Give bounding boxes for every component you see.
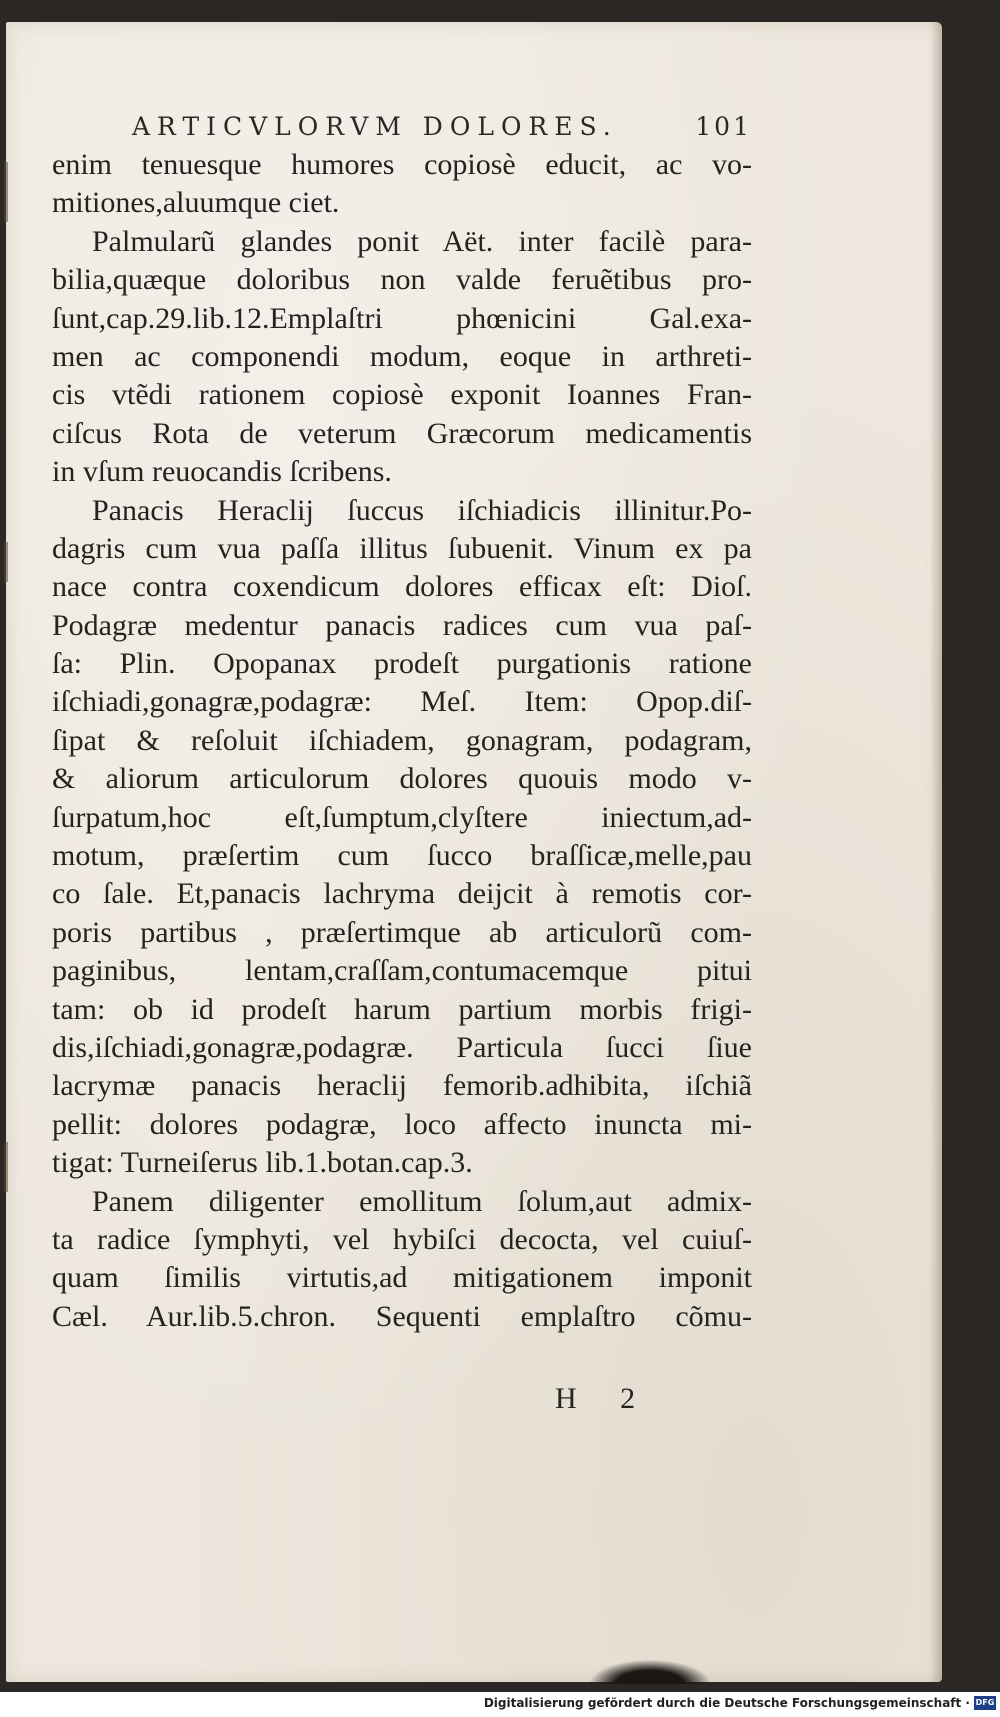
text-line: Panem diligenter emollitum ſolum,aut admix- bbox=[92, 1184, 752, 1218]
gutter-mark bbox=[4, 162, 8, 222]
text-line: iſchiadi,gonagræ,podagræ: Meſ. Item: Opop.diſ- bbox=[52, 685, 752, 719]
text-line: Panacis Heraclij ſuccus iſchiadicis illinitur.Po- bbox=[92, 493, 752, 527]
text-line: tam: ob id prodeſt harum partium morbis frigi- bbox=[52, 992, 752, 1026]
body-text bbox=[52, 146, 752, 1336]
text-line: co ſale. Et,panacis lachryma deijcit à remotis cor- bbox=[52, 877, 752, 911]
text-line: ta radice ſymphyti, vel hybiſci decocta, vel cuiuſ- bbox=[52, 1222, 752, 1256]
text-line: pellit: dolores podagræ, loco affecto inuncta mi- bbox=[52, 1107, 752, 1141]
text-line: Cæl. Aur.lib.5.chron. Sequenti emplaſtro cõmu- bbox=[52, 1299, 752, 1333]
page-number: 101 bbox=[695, 112, 752, 141]
text-line: ſunt,cap.29.lib.12.Emplaſtri phœnicini Gal.exa- bbox=[52, 301, 752, 335]
text-line: motum, præſertim cum ſucco braſſicæ,melle,pau bbox=[52, 839, 752, 873]
text-line: Palmularũ glandes ponit Aët. inter facilè para- bbox=[92, 224, 752, 258]
dfg-logo-icon: DFG bbox=[974, 1696, 996, 1710]
text-line: ſurpatum,hoc eſt,ſumptum,clyſtere iniectum,ad- bbox=[52, 800, 752, 834]
text-line: quam ſimilis virtutis,ad mitigationem imponit bbox=[52, 1261, 752, 1295]
text-line: bilia,quæque doloribus non valde feruẽtibus pro- bbox=[52, 263, 752, 297]
text-line: ſa: Plin. Opopanax prodeſt purgationis ratione bbox=[52, 647, 752, 681]
text-line: dagris cum vua paſſa illitus ſubuenit. Vinum ex pa bbox=[52, 531, 752, 565]
text-line: Podagræ medentur panacis radices cum vua paſ- bbox=[52, 608, 752, 642]
text-line: ſipat & reſoluit iſchiadem, gonagram, podagram, bbox=[52, 723, 752, 757]
text-line: cis vtẽdi rationem copiosè exponit Ioannes Fran- bbox=[52, 378, 752, 412]
text-line: lacrymæ panacis heraclij femorib.adhibita, iſchiã bbox=[52, 1069, 752, 1103]
footer-bar bbox=[0, 1692, 1000, 1717]
running-head-title: ARTICVLORVM DOLORES. bbox=[132, 112, 618, 141]
text-line: poris partibus , præſertimque ab articulorũ com- bbox=[52, 915, 752, 949]
binding-shadow bbox=[590, 1660, 710, 1684]
text-line: tigat: Turneiſerus lib.1.botan.cap.3. bbox=[52, 1146, 473, 1180]
text-line: in vſum reuocandis ſcribens. bbox=[52, 455, 392, 489]
text-line: ciſcus Rota de veterum Græcorum medicamentis bbox=[52, 416, 752, 450]
text-line: enim tenuesque humores copiosè educit, ac vo- bbox=[52, 148, 752, 181]
text-line: men ac componendi modum, eoque in arthreti- bbox=[52, 339, 752, 373]
running-head bbox=[132, 112, 752, 141]
gutter-mark bbox=[4, 542, 8, 582]
text-line: dis,iſchiadi,gonagræ,podagræ. Particula ſucci ſiue bbox=[52, 1030, 752, 1064]
gutter-mark bbox=[4, 1142, 8, 1192]
signature-mark: H 2 bbox=[555, 1382, 654, 1415]
funding-credit: Digitalisierung gefördert durch die Deutsche Forschungsgemeinschaft · bbox=[483, 1696, 970, 1710]
text-line: paginibus, lentam,craſſam,contumacemque pitui bbox=[52, 954, 752, 988]
page-edge-shadow bbox=[930, 22, 942, 1682]
text-line: mitiones,aluumque ciet. bbox=[52, 186, 340, 220]
text-line: & aliorum articulorum dolores quouis modo v- bbox=[52, 762, 752, 796]
text-line: nace contra coxendicum dolores efficax eſt: Dioſ. bbox=[52, 570, 752, 604]
